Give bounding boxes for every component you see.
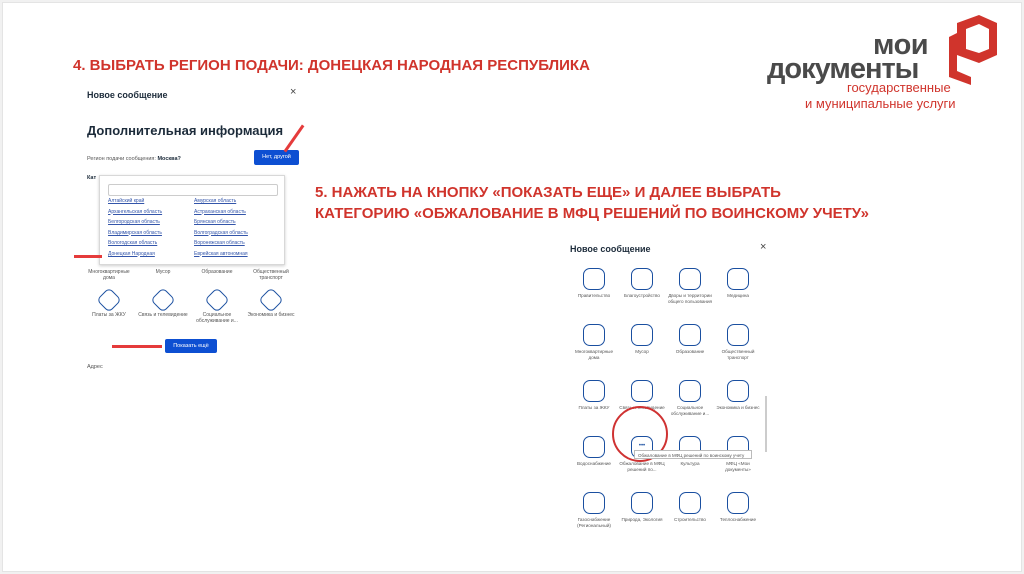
- address-label: Адрес: [87, 364, 103, 370]
- chart-icon: [258, 287, 283, 312]
- category-label: Общественный транспорт: [721, 349, 755, 360]
- category-item[interactable]: [666, 324, 714, 380]
- category-label: Газоснабжение (Региональный): [577, 517, 611, 528]
- category-item[interactable]: [714, 436, 762, 492]
- close-icon[interactable]: ×: [290, 86, 297, 98]
- category-label: Многоквартирные дома: [574, 349, 614, 360]
- tooltip: Обжалование в МФЦ решений по воинскому учету: [634, 450, 752, 459]
- additional-info-heading: Дополнительная информация: [87, 123, 284, 138]
- category-item[interactable]: [666, 380, 714, 436]
- category-label: Медицина: [727, 293, 749, 298]
- category-label: Связь и телевидение: [619, 405, 665, 410]
- category-label: Социальное обслуживание и...: [670, 405, 710, 416]
- region-item[interactable]: Еврейская автономная: [194, 250, 248, 257]
- category-label: Теплоснабжение: [719, 517, 757, 522]
- category-item[interactable]: [618, 268, 666, 324]
- category-grid: [570, 268, 762, 548]
- category-icon: [631, 268, 653, 290]
- logo-sub-2: и муниципальные услуги: [805, 96, 956, 111]
- crane-icon: [679, 492, 701, 514]
- category-label: Экономика и бизнес: [716, 405, 760, 410]
- category-row-2: [82, 291, 298, 324]
- dialog-title: Новое сообщение: [87, 90, 168, 100]
- category-label[interactable]: Общественный транспорт: [253, 269, 289, 281]
- category-item[interactable]: [714, 492, 762, 548]
- category-label: Водоснабжение: [576, 461, 611, 466]
- region-item[interactable]: Амурская область: [194, 198, 237, 204]
- category-item[interactable]: [570, 268, 618, 324]
- region-label: Регион подачи сообщения: Москва?: [87, 156, 181, 162]
- radiator-icon: [727, 492, 749, 514]
- category-row: [570, 492, 762, 548]
- region-list-right: [194, 198, 248, 261]
- region-item[interactable]: Воронежская область: [194, 240, 245, 246]
- category-label: Правительство: [577, 293, 611, 298]
- category-item[interactable]: [82, 291, 136, 324]
- category-item[interactable]: [714, 324, 762, 380]
- receipt-icon: [583, 380, 605, 402]
- category-label: Социальное обслуживание и...: [196, 312, 238, 324]
- category-label: Экономика и бизнес: [247, 312, 295, 318]
- category-label: Образование: [675, 349, 705, 354]
- region-dropdown[interactable]: [99, 175, 285, 265]
- category-row: [570, 268, 762, 324]
- leaf-icon: [631, 492, 653, 514]
- pointer-arrow-icon: [284, 125, 305, 153]
- category-item[interactable]: [618, 324, 666, 380]
- region-item[interactable]: Белгородская область: [108, 219, 160, 225]
- category-item[interactable]: [666, 492, 714, 548]
- show-more-button[interactable]: Показать ещё: [165, 339, 217, 353]
- logo-mark-icon: [949, 15, 999, 79]
- graduation-cap-icon: [679, 324, 701, 346]
- category-item[interactable]: [190, 291, 244, 324]
- region-item[interactable]: Владимирская область: [108, 229, 162, 236]
- region-item[interactable]: Волгоградская область: [194, 229, 248, 236]
- region-item-donetsk[interactable]: Донецкая Народная: [108, 250, 155, 257]
- more-dots-icon: •••: [631, 436, 653, 458]
- building-icon: [583, 324, 605, 346]
- category-icon: [583, 268, 605, 290]
- category-label: Благоустройство: [624, 293, 660, 298]
- chart-icon: [727, 380, 749, 402]
- category-icon: [679, 268, 701, 290]
- dialog-title: Новое сообщение: [570, 244, 651, 254]
- bus-icon: [727, 324, 749, 346]
- category-label: Природа, Экология: [621, 517, 663, 522]
- trash-icon: [631, 324, 653, 346]
- network-icon: [631, 380, 653, 402]
- category-item[interactable]: [666, 436, 714, 492]
- category-label: Дворы и территории общего пользования: [667, 293, 713, 304]
- category-item[interactable]: [136, 291, 190, 324]
- category-item[interactable]: [714, 268, 762, 324]
- category-label: Строительство: [674, 517, 706, 522]
- category-label: Платы за ЖКУ: [578, 405, 610, 410]
- region-value: Москва?: [157, 156, 181, 162]
- category-label: Культура: [680, 461, 700, 466]
- category-label: Мусор: [635, 349, 649, 354]
- moi-dokumenty-logo: [767, 15, 1003, 115]
- category-label: Кат: [87, 175, 97, 181]
- region-item[interactable]: Брянская область: [194, 219, 236, 225]
- region-item[interactable]: Архангельская область: [108, 208, 163, 215]
- network-icon: [150, 287, 175, 312]
- receipt-icon: [96, 287, 121, 312]
- category-item[interactable]: [244, 291, 298, 324]
- pointer-arrow-icon: [112, 345, 162, 348]
- close-icon[interactable]: ×: [760, 241, 767, 253]
- person-icon: [679, 380, 701, 402]
- category-row: [570, 324, 762, 380]
- region-item[interactable]: Вологодская область: [108, 240, 158, 246]
- slide: [2, 2, 1022, 572]
- region-select-screenshot: [82, 83, 300, 378]
- category-item[interactable]: [570, 324, 618, 380]
- category-item[interactable]: [666, 268, 714, 324]
- category-label: Обжалование в МФЦ решений по...: [619, 461, 665, 472]
- category-label[interactable]: Образование: [201, 269, 233, 275]
- category-item[interactable]: [570, 492, 618, 548]
- category-label: Связь и телевидение: [138, 312, 188, 318]
- faucet-icon: [583, 436, 605, 458]
- step-5-line-1: 5. НАЖАТЬ НА КНОПКУ «ПОКАЗАТЬ ЕЩЕ» И ДАЛЕЕ ВЫБРАТЬ: [315, 184, 781, 201]
- category-label: МФЦ «Мои документы»: [725, 461, 751, 472]
- other-region-button[interactable]: Нет, другой: [254, 150, 299, 165]
- step-5-instruction: [315, 182, 869, 224]
- region-item[interactable]: Алтайский край: [108, 198, 145, 204]
- category-item[interactable]: [570, 436, 618, 492]
- category-item[interactable]: [618, 492, 666, 548]
- category-item[interactable]: [714, 380, 762, 436]
- step-5-line-2: КАТЕГОРИЮ «ОБЖАЛОВАНИЕ В МФЦ РЕШЕНИЙ ПО ВОИНСКОМУ УЧЕТУ»: [315, 205, 869, 222]
- logo-line-2: документы: [767, 53, 919, 85]
- region-item[interactable]: Астраханская область: [194, 208, 246, 215]
- gas-icon: [583, 492, 605, 514]
- region-search-input[interactable]: [108, 184, 278, 196]
- category-label[interactable]: Мусор: [155, 269, 171, 275]
- logo-line-1: мои: [873, 29, 929, 61]
- category-select-screenshot: [560, 236, 774, 528]
- category-item[interactable]: [570, 380, 618, 436]
- pointer-arrow-icon: [74, 255, 102, 258]
- region-list-left: [108, 198, 162, 261]
- medical-cross-icon: [727, 268, 749, 290]
- category-label: Платы за ЖКУ: [92, 312, 126, 318]
- category-row-1: [82, 266, 298, 281]
- category-label[interactable]: Многоквартирные дома: [88, 269, 130, 281]
- logo-sub-1: государственные: [847, 80, 951, 95]
- scrollbar[interactable]: [765, 396, 767, 452]
- step-4-instruction: 4. ВЫБРАТЬ РЕГИОН ПОДАЧИ: ДОНЕЦКАЯ НАРОДНАЯ РЕСПУБЛИКА: [73, 57, 590, 74]
- person-icon: [204, 287, 229, 312]
